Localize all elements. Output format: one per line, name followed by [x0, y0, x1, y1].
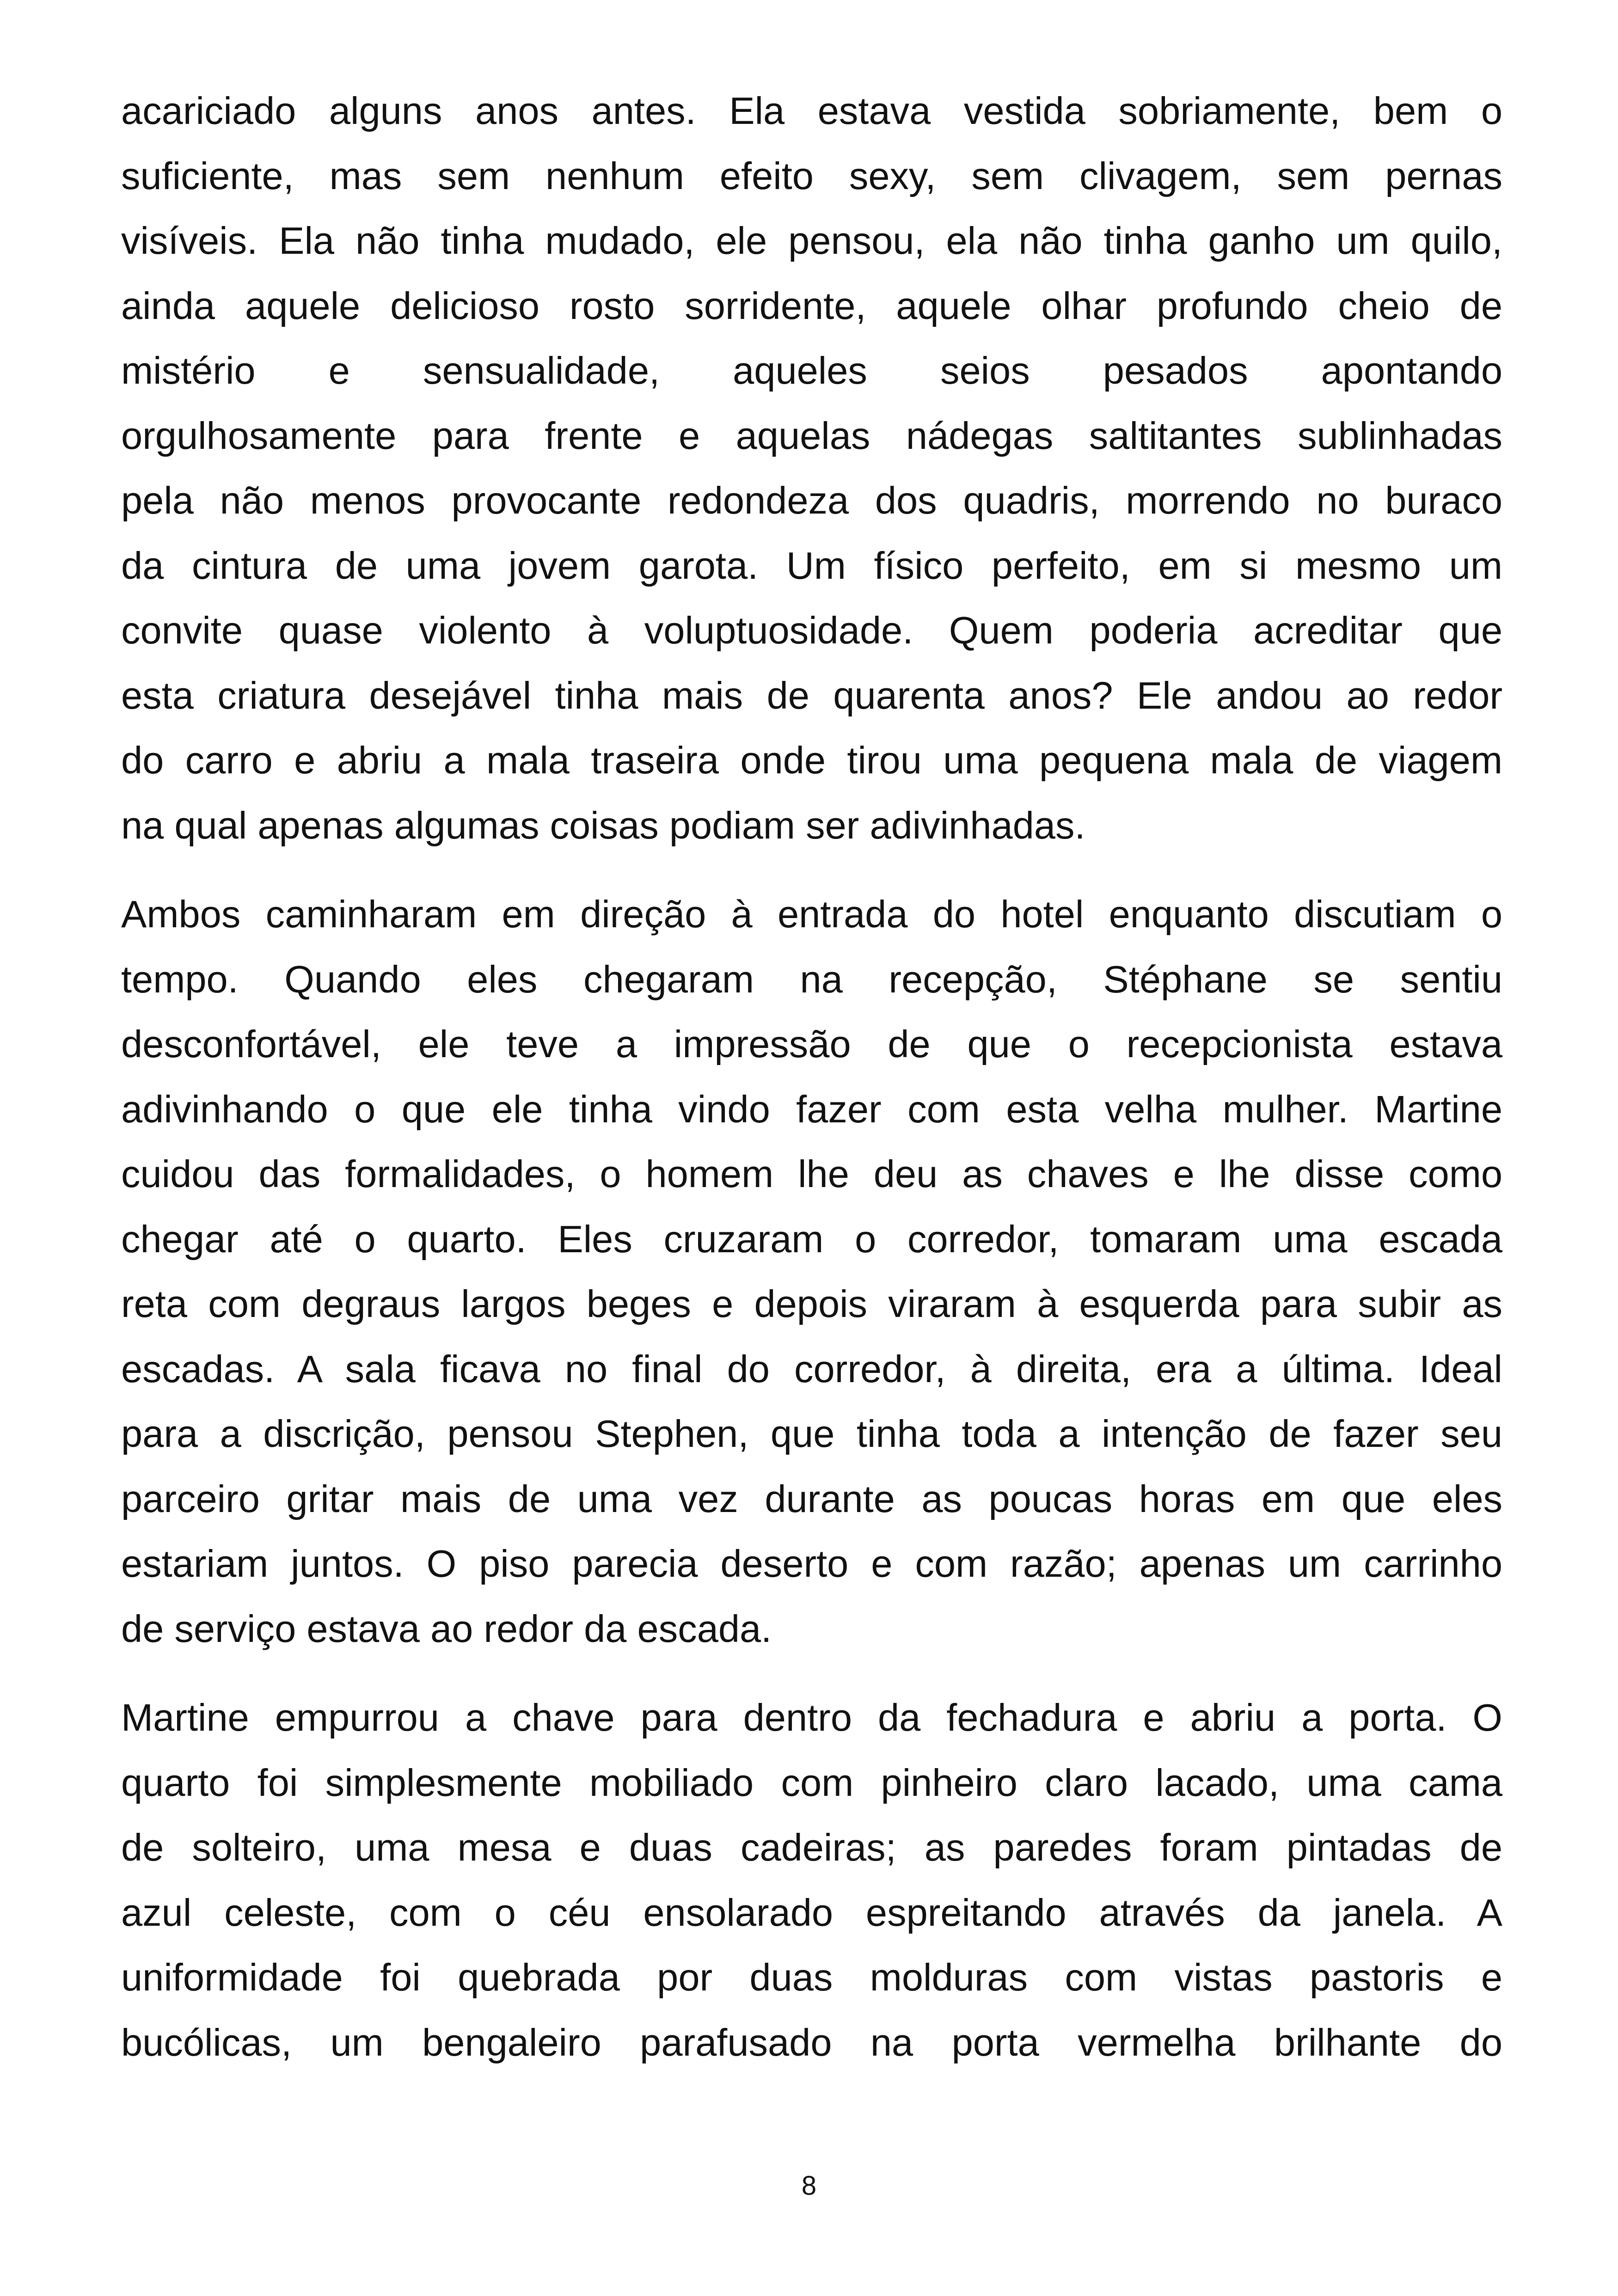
text-line: quarto foi simplesmente mobiliado com pinheiro claro lacado, uma cama — [121, 1761, 1502, 1804]
text-line: ainda aquele delicioso rosto sorridente, aquele olhar profundo cheio de — [121, 284, 1502, 327]
text-line: escadas. A sala ficava no final do corredor, à direita, era a última. Ideal — [121, 1347, 1502, 1390]
text-line: bucólicas, um bengaleiro parafusado na porta vermelha brilhante do — [121, 2020, 1502, 2064]
text-line: para a discrição, pensou Stephen, que tinha toda a intenção de fazer seu — [121, 1412, 1502, 1455]
text-line: da cintura de uma jovem garota. Um físico perfeito, em si mesmo um — [121, 544, 1502, 587]
text-line: desconfortável, ele teve a impressão de que o recepcionista estava — [121, 1022, 1502, 1065]
text-line: de solteiro, uma mesa e duas cadeiras; as paredes foram pintadas de — [121, 1826, 1502, 1869]
text-line: adivinhando o que ele tinha vindo fazer com esta velha mulher. Martine — [121, 1087, 1502, 1131]
text-line: estariam juntos. O piso parecia deserto e com razão; apenas um carrinho — [121, 1542, 1502, 1585]
text-line: Martine empurrou a chave para dentro da fechadura e abriu a porta. O — [121, 1696, 1502, 1739]
text-line: cuidou das formalidades, o homem lhe deu as chaves e lhe disse como — [121, 1152, 1502, 1195]
text-line: acariciado alguns anos antes. Ela estava vestida sobriamente, bem o — [121, 89, 1502, 132]
text-line: reta com degraus largos beges e depois viraram à esquerda para subir as — [121, 1282, 1502, 1325]
text-line: convite quase violento à voluptuosidade. Quem poderia acreditar que — [121, 609, 1502, 652]
text-line: chegar até o quarto. Eles cruzaram o corredor, tomaram uma escada — [121, 1217, 1502, 1261]
text-line: do carro e abriu a mala traseira onde tirou uma pequena mala de viagem — [121, 739, 1502, 782]
text-line: uniformidade foi quebrada por duas molduras com vistas pastoris e — [121, 1956, 1502, 1999]
text-line: orgulhosamente para frente e aquelas nádegas saltitantes sublinhadas — [121, 414, 1502, 457]
text-line: na qual apenas algumas coisas podiam ser adivinhadas. — [121, 803, 1085, 847]
paragraph-3 — [121, 1685, 1502, 2075]
text-line: pela não menos provocante redondeza dos quadris, morrendo no buraco — [121, 479, 1502, 522]
text-line: Ambos caminharam em direção à entrada do hotel enquanto discutiam o — [121, 893, 1502, 936]
text-line: mistério e sensualidade, aqueles seios pesados apontando — [121, 349, 1502, 392]
text-line: suficiente, mas sem nenhum efeito sexy, sem clivagem, sem pernas — [121, 154, 1502, 197]
text-line: azul celeste, com o céu ensolarado espreitando através da janela. A — [121, 1891, 1502, 1934]
paragraph-2 — [121, 882, 1502, 1661]
body-text — [121, 79, 1502, 2075]
paragraph-1 — [121, 79, 1502, 858]
text-line: visíveis. Ela não tinha mudado, ele pensou, ela não tinha ganho um quilo, — [121, 219, 1502, 262]
text-line: parceiro gritar mais de uma vez durante as poucas horas em que eles — [121, 1477, 1502, 1520]
text-line: de serviço estava ao redor da escada. — [121, 1607, 772, 1650]
page-number: 8 — [801, 2171, 817, 2201]
text-line: tempo. Quando eles chegaram na recepção, Stéphane se sentiu — [121, 957, 1502, 1001]
text-line: esta criatura desejável tinha mais de quarenta anos? Ele andou ao redor — [121, 673, 1502, 717]
